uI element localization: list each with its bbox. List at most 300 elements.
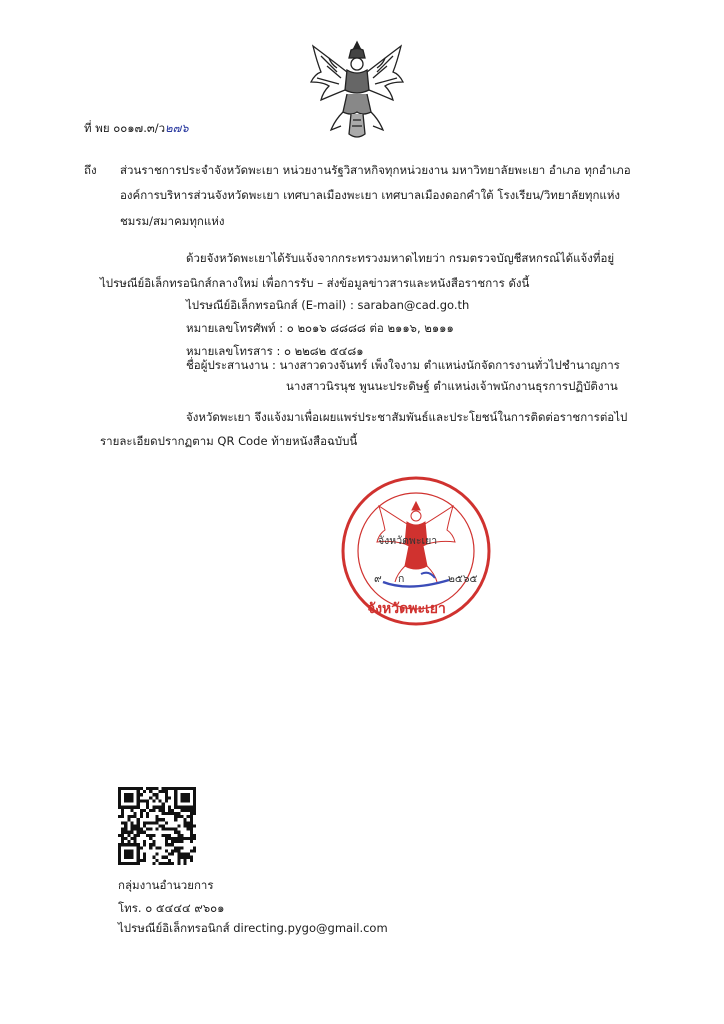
body-paragraph-1-line-1: ด้วยจังหวัดพะเยาได้รับแจ้งจากกระทรวงมหาดไทยว่า กรมตรวจบัญชีสหกรณ์ได้แจ้งที่อยู่ (186, 251, 615, 265)
qr-module (180, 793, 183, 796)
qr-module (159, 818, 162, 821)
qr-module (184, 837, 187, 840)
qr-module (155, 828, 158, 831)
qr-module (159, 799, 162, 802)
qr-module (137, 796, 140, 799)
qr-module (174, 831, 177, 834)
qr-module (130, 837, 133, 840)
qr-module (177, 837, 180, 840)
qr-module (124, 787, 127, 790)
qr-module (165, 793, 168, 796)
qr-module (118, 856, 121, 859)
qr-module (165, 796, 168, 799)
qr-module (130, 821, 133, 824)
qr-module (174, 806, 177, 809)
qr-module (124, 796, 127, 799)
qr-module (134, 806, 137, 809)
stamp-day: ๙ (374, 573, 382, 585)
qr-module (121, 787, 124, 790)
qr-module (140, 809, 143, 812)
qr-module (162, 856, 165, 859)
qr-module (134, 834, 137, 837)
qr-module (130, 815, 133, 818)
qr-module (190, 837, 193, 840)
qr-module (174, 812, 177, 815)
fax-line: หมายเลขโทรสาร : ๐ ๒๒๘๒ ๕๔๘๑ (186, 344, 364, 358)
qr-module (121, 806, 124, 809)
qr-module (130, 824, 133, 827)
qr-module (152, 862, 155, 865)
qr-module (193, 799, 196, 802)
qr-module (171, 828, 174, 831)
qr-module (165, 837, 168, 840)
qr-module (149, 787, 152, 790)
qr-module (162, 818, 165, 821)
qr-module (168, 828, 171, 831)
qr-module (152, 787, 155, 790)
qr-module (127, 796, 130, 799)
qr-module (168, 843, 171, 846)
qr-module (121, 815, 124, 818)
qr-module (146, 803, 149, 806)
qr-module (140, 799, 143, 802)
qr-module (162, 862, 165, 865)
qr-module (134, 862, 137, 865)
qr-module (184, 793, 187, 796)
qr-module (177, 806, 180, 809)
qr-module (177, 840, 180, 843)
qr-module (149, 828, 152, 831)
qr-module (137, 843, 140, 846)
qr-module (165, 862, 168, 865)
addressee-line-1: ส่วนราชการประจำจังหวัดพะเยา หน่วยงานรัฐวิสาหกิจทุกหน่วยงาน มหาวิทยาลัยพะเยา อำเภอ ทุกอำเภอ (120, 163, 631, 177)
qr-module (155, 818, 158, 821)
qr-module (127, 806, 130, 809)
qr-module (140, 815, 143, 818)
qr-module (165, 799, 168, 802)
qr-module (165, 812, 168, 815)
qr-module (127, 849, 130, 852)
qr-module (190, 856, 193, 859)
stamp-office-name: จังหวัดพะเยา (378, 535, 438, 547)
qr-module (165, 840, 168, 843)
qr-module (159, 846, 162, 849)
qr-module (193, 812, 196, 815)
qr-module (180, 856, 183, 859)
qr-module (193, 787, 196, 790)
qr-module (118, 799, 121, 802)
qr-module (140, 831, 143, 834)
qr-module (118, 834, 121, 837)
qr-module (118, 846, 121, 849)
qr-module (171, 809, 174, 812)
qr-module (171, 840, 174, 843)
qr-module (134, 824, 137, 827)
qr-module (118, 793, 121, 796)
qr-module (155, 815, 158, 818)
qr-module (187, 821, 190, 824)
coordinator-line-1: ชื่อผู้ประสานงาน : นางสาวดวงจันทร์ เพ็งใจงาม ตำแหน่งนักจัดการงานทั่วไปชำนาญการ (186, 358, 620, 372)
qr-module (187, 824, 190, 827)
qr-module (127, 840, 130, 843)
qr-module (121, 840, 124, 843)
qr-module (124, 799, 127, 802)
qr-module (171, 787, 174, 790)
stamp-year: ๒๕๖๕ (448, 573, 478, 585)
qr-module (177, 824, 180, 827)
qr-module (155, 796, 158, 799)
qr-module (124, 853, 127, 856)
qr-module (184, 796, 187, 799)
qr-module (143, 831, 146, 834)
qr-module (152, 799, 155, 802)
qr-module (155, 806, 158, 809)
qr-module (118, 859, 121, 862)
qr-module (134, 837, 137, 840)
qr-module (146, 828, 149, 831)
qr-module (180, 846, 183, 849)
qr-module (171, 837, 174, 840)
qr-module (127, 856, 130, 859)
qr-module (118, 843, 121, 846)
qr-module (180, 806, 183, 809)
qr-module (152, 806, 155, 809)
qr-module (137, 799, 140, 802)
qr-module (137, 818, 140, 821)
qr-module (143, 859, 146, 862)
footer-phone: โทร. ๐ ๕๔๔๔ ๙๖๐๑ (118, 901, 225, 915)
qr-module (159, 806, 162, 809)
qr-module (137, 834, 140, 837)
qr-module (193, 803, 196, 806)
qr-module (177, 831, 180, 834)
qr-module (159, 824, 162, 827)
qr-module (187, 787, 190, 790)
qr-module (127, 834, 130, 837)
qr-module (165, 849, 168, 852)
qr-module (152, 821, 155, 824)
qr-module (174, 796, 177, 799)
qr-module (124, 856, 127, 859)
qr-module (140, 828, 143, 831)
qr-module (149, 796, 152, 799)
qr-module (155, 859, 158, 862)
qr-module (146, 821, 149, 824)
qr-module (146, 815, 149, 818)
qr-module (118, 862, 121, 865)
qr-module (168, 806, 171, 809)
qr-module (130, 828, 133, 831)
qr-module (174, 840, 177, 843)
qr-module (184, 787, 187, 790)
qr-module (171, 853, 174, 856)
qr-module (124, 806, 127, 809)
qr-module (171, 812, 174, 815)
qr-module (190, 809, 193, 812)
qr-module (190, 831, 193, 834)
qr-module (177, 849, 180, 852)
qr-module (155, 793, 158, 796)
qr-module (168, 812, 171, 815)
qr-module (121, 828, 124, 831)
qr-module (140, 846, 143, 849)
qr-module (152, 843, 155, 846)
qr-module (190, 840, 193, 843)
qr-module (155, 787, 158, 790)
qr-module (171, 843, 174, 846)
qr-module (190, 818, 193, 821)
qr-module (193, 846, 196, 849)
qr-module (140, 787, 143, 790)
qr-module (127, 831, 130, 834)
qr-module (149, 809, 152, 812)
qr-module (124, 821, 127, 824)
qr-module (193, 809, 196, 812)
qr-module (184, 862, 187, 865)
qr-module (180, 787, 183, 790)
qr-module (177, 856, 180, 859)
qr-module (143, 840, 146, 843)
qr-module (171, 849, 174, 852)
qr-module (146, 806, 149, 809)
qr-module (180, 834, 183, 837)
qr-module (177, 846, 180, 849)
qr-module (121, 834, 124, 837)
qr-module (118, 815, 121, 818)
qr-module (127, 799, 130, 802)
qr-module (127, 843, 130, 846)
qr-module (118, 803, 121, 806)
qr-module (159, 790, 162, 793)
qr-module (134, 840, 137, 843)
footer-department: กลุ่มงานอำนวยการ (118, 878, 214, 892)
qr-module (152, 834, 155, 837)
qr-module (127, 853, 130, 856)
qr-module (130, 853, 133, 856)
qr-module (184, 799, 187, 802)
qr-module (134, 843, 137, 846)
qr-module (180, 799, 183, 802)
qr-module (177, 787, 180, 790)
footer-email: ไปรษณีย์อิเล็กทรอนิกส์ directing.pygo@gmail.com (118, 921, 388, 935)
qr-module (137, 806, 140, 809)
qr-module (149, 843, 152, 846)
qr-module (162, 824, 165, 827)
qr-module (121, 862, 124, 865)
qr-module (130, 831, 133, 834)
qr-module (180, 815, 183, 818)
qr-module (149, 834, 152, 837)
qr-module (137, 831, 140, 834)
qr-module (124, 831, 127, 834)
qr-module (137, 821, 140, 824)
qr-module (187, 815, 190, 818)
qr-module (174, 793, 177, 796)
qr-module (143, 799, 146, 802)
qr-module (190, 815, 193, 818)
qr-module (159, 809, 162, 812)
qr-module (134, 828, 137, 831)
email-line: ไปรษณีย์อิเล็กทรอนิกส์ (E-mail) : saraban@cad.go.th (186, 298, 470, 312)
qr-module (146, 812, 149, 815)
qr-module (184, 806, 187, 809)
qr-module (118, 853, 121, 856)
qr-module (134, 812, 137, 815)
qr-module (168, 859, 171, 862)
qr-module (168, 837, 171, 840)
qr-module (165, 821, 168, 824)
qr-module (184, 824, 187, 827)
qr-module (155, 846, 158, 849)
qr-module (149, 790, 152, 793)
qr-module (180, 853, 183, 856)
qr-module (143, 843, 146, 846)
qr-module (180, 840, 183, 843)
qr-module (134, 815, 137, 818)
qr-module (162, 806, 165, 809)
garuda-emblem-icon (307, 38, 407, 142)
qr-module (121, 812, 124, 815)
qr-module (127, 862, 130, 865)
qr-module (124, 837, 127, 840)
qr-module (121, 837, 124, 840)
qr-module (127, 787, 130, 790)
qr-module (146, 787, 149, 790)
qr-module (137, 856, 140, 859)
qr-module (127, 815, 130, 818)
qr-module (187, 806, 190, 809)
qr-module (174, 828, 177, 831)
qr-module (187, 796, 190, 799)
qr-module (118, 796, 121, 799)
qr-module (130, 809, 133, 812)
qr-module (165, 790, 168, 793)
qr-module (177, 815, 180, 818)
body-paragraph-2-line-2: รายละเอียดปรากฏตาม QR Code ท้ายหนังสือฉบับนี้ (100, 434, 358, 448)
to-label: ถึง (84, 163, 97, 177)
qr-module (155, 853, 158, 856)
qr-module (121, 821, 124, 824)
qr-module (143, 824, 146, 827)
qr-module (168, 853, 171, 856)
stamp-month: ก (398, 573, 405, 585)
qr-module (124, 862, 127, 865)
qr-module (180, 837, 183, 840)
qr-module (137, 790, 140, 793)
qr-module (137, 849, 140, 852)
qr-module (193, 806, 196, 809)
qr-module (130, 862, 133, 865)
qr-module (193, 849, 196, 852)
qr-module (140, 812, 143, 815)
qr-module (177, 834, 180, 837)
body-paragraph-2-line-1: จังหวัดพะเยา จึงแจ้งมาเพื่อเผยแพร่ประชาสัมพันธ์และประโยชน์ในการติดต่อราชการต่อไป (186, 410, 628, 424)
qr-module (130, 799, 133, 802)
qr-module (152, 840, 155, 843)
qr-module (187, 828, 190, 831)
qr-module (171, 862, 174, 865)
qr-module (143, 809, 146, 812)
phone-line: หมายเลขโทรศัพท์ : ๐ ๒๐๑๖ ๘๘๘๘ ต่อ ๒๑๑๖, ๒๑๑๑ (186, 321, 454, 335)
qr-module (134, 787, 137, 790)
qr-module (152, 856, 155, 859)
qr-module (168, 862, 171, 865)
qr-module (184, 859, 187, 862)
qr-module (193, 793, 196, 796)
qr-module (137, 846, 140, 849)
qr-module (152, 809, 155, 812)
qr-module (190, 859, 193, 862)
qr-module (143, 856, 146, 859)
qr-module (143, 853, 146, 856)
qr-module (137, 853, 140, 856)
qr-module (190, 849, 193, 852)
qr-module (118, 806, 121, 809)
qr-module (193, 834, 196, 837)
qr-module (130, 849, 133, 852)
qr-module (130, 806, 133, 809)
qr-module (162, 803, 165, 806)
qr-module (127, 793, 130, 796)
qr-module (165, 834, 168, 837)
qr-module (180, 809, 183, 812)
qr-module (187, 856, 190, 859)
qr-module (124, 793, 127, 796)
qr-module (149, 837, 152, 840)
qr-module (168, 834, 171, 837)
qr-module (124, 849, 127, 852)
qr-module (149, 821, 152, 824)
qr-code (118, 787, 196, 865)
qr-module (174, 803, 177, 806)
qr-module (143, 821, 146, 824)
document-reference (84, 120, 189, 136)
qr-module (190, 787, 193, 790)
qr-module (168, 787, 171, 790)
qr-module (187, 837, 190, 840)
qr-module (174, 818, 177, 821)
qr-module (137, 862, 140, 865)
qr-module (124, 828, 127, 831)
qr-module (146, 834, 149, 837)
qr-module (130, 793, 133, 796)
qr-module (137, 828, 140, 831)
qr-module (118, 849, 121, 852)
qr-module (152, 793, 155, 796)
qr-module (162, 812, 165, 815)
qr-module (155, 821, 158, 824)
qr-module (130, 856, 133, 859)
qr-module (140, 859, 143, 862)
qr-module (177, 853, 180, 856)
qr-module (159, 862, 162, 865)
qr-module (165, 856, 168, 859)
addressee-line-3: ชมรม/สมาคมทุกแห่ง (120, 214, 225, 228)
qr-module (177, 859, 180, 862)
qr-module (130, 787, 133, 790)
qr-module (190, 812, 193, 815)
qr-module (174, 790, 177, 793)
qr-module (118, 787, 121, 790)
qr-module (184, 856, 187, 859)
qr-module (190, 828, 193, 831)
qr-module (127, 818, 130, 821)
qr-module (162, 790, 165, 793)
qr-module (190, 834, 193, 837)
qr-module (162, 787, 165, 790)
reference-number: ที่ พย ๐๐๑๗.๓/ว (84, 121, 166, 135)
qr-module (174, 815, 177, 818)
